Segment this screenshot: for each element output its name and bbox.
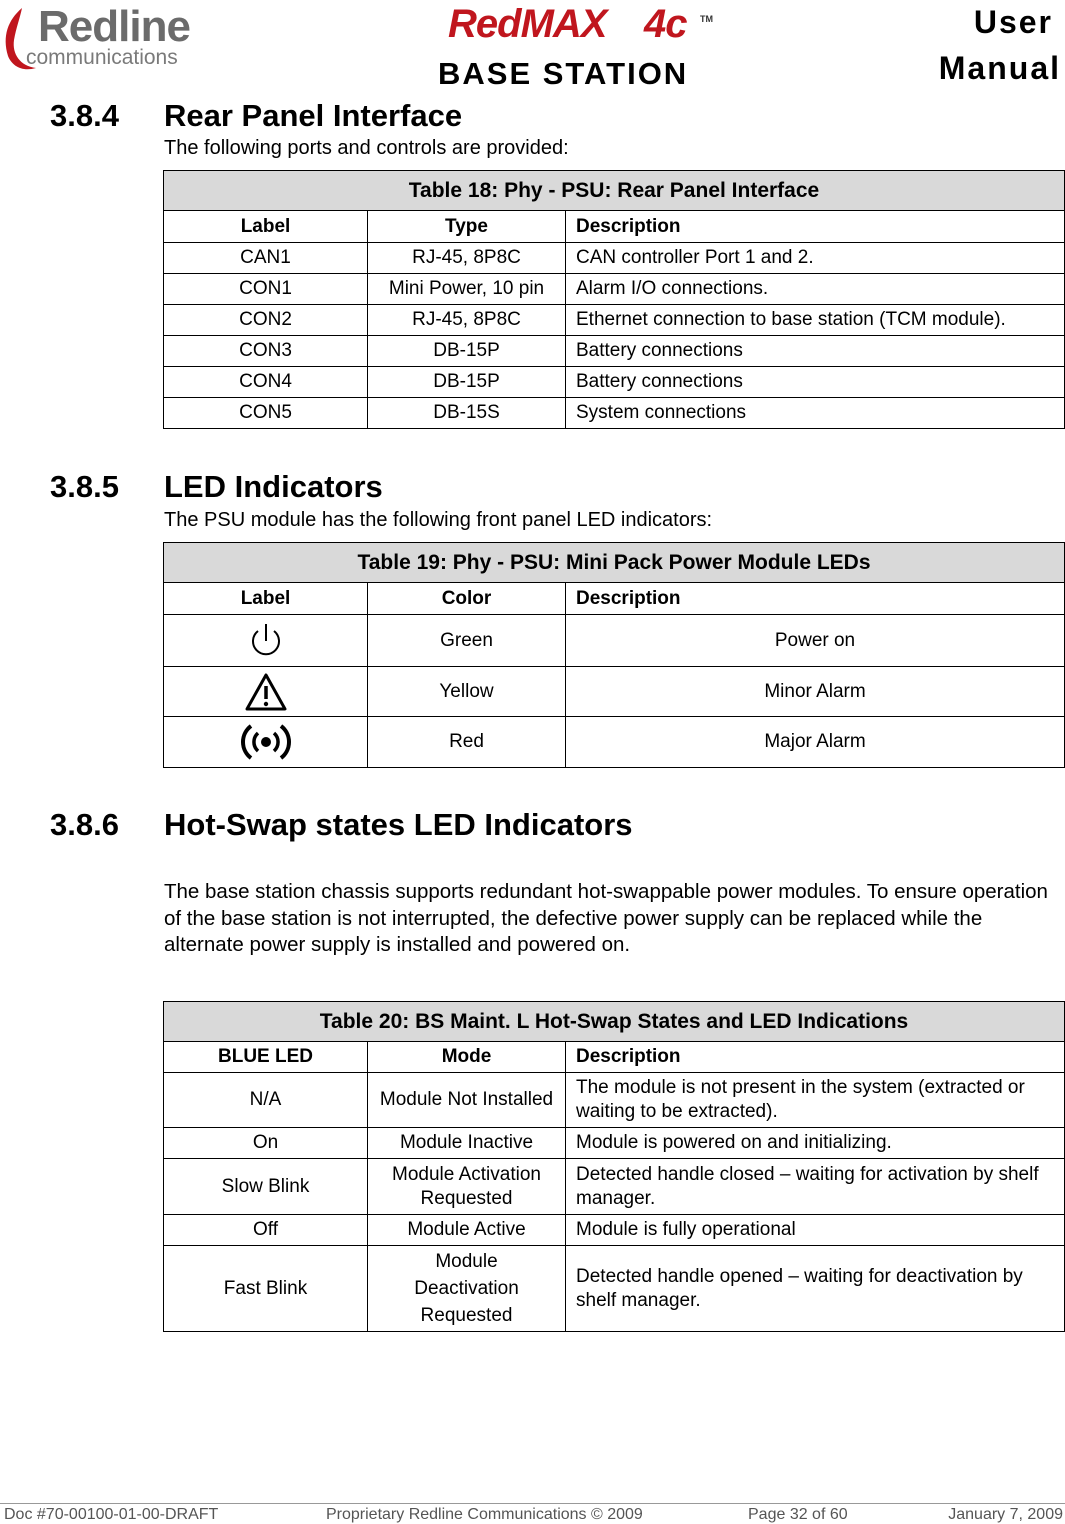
section-title-386: Hot-Swap states LED Indicators xyxy=(164,807,633,842)
table-row xyxy=(164,367,1065,398)
column-header: Description xyxy=(566,211,1065,243)
alarm-broadcast-icon xyxy=(239,720,293,764)
section-title-384: Rear Panel Interface xyxy=(164,98,463,133)
cell-blue-led: Off xyxy=(164,1215,368,1246)
doc-type-line1: User xyxy=(973,4,1053,40)
cell-label: CON4 xyxy=(164,367,368,398)
column-header: BLUE LED xyxy=(164,1042,368,1073)
cell-label: CON5 xyxy=(164,398,368,429)
cell-description: Battery connections xyxy=(566,367,1065,398)
cell-label: CAN1 xyxy=(164,243,368,274)
power-icon xyxy=(248,621,284,661)
cell-type: RJ-45, 8P8C xyxy=(368,305,566,336)
redline-logo xyxy=(2,2,217,74)
brand-subtitle: communications xyxy=(26,46,178,69)
cell-mode: Module Inactive xyxy=(368,1128,566,1159)
section-number-385: 3.8.5 xyxy=(50,469,119,504)
cell-blue-led: N/A xyxy=(164,1073,368,1128)
trademark-mark: TM xyxy=(700,14,713,24)
product-version: 4c xyxy=(644,2,687,46)
cell-description: Ethernet connection to base station (TCM module). xyxy=(566,305,1065,336)
table-caption: Table 20: BS Maint. L Hot-Swap States and LED Indications xyxy=(164,1002,1065,1042)
cell-mode: Module Not Installed xyxy=(368,1073,566,1128)
cell-color: Red xyxy=(368,717,566,768)
footer-date: January 7, 2009 xyxy=(948,1506,1063,1523)
cell-type: DB-15S xyxy=(368,398,566,429)
section-title-385: LED Indicators xyxy=(164,469,383,504)
column-header: Mode xyxy=(368,1042,566,1073)
cell-description: Alarm I/O connections. xyxy=(566,274,1065,305)
section-body-386: The base station chassis supports redundant hot-swappable power modules. To ensure operation of the base station is not interrupted, the defective power supply can be replaced while the alternate power supply is installed and powered on. xyxy=(164,880,1048,956)
cell-label xyxy=(164,615,368,667)
table-row xyxy=(164,398,1065,429)
product-logo xyxy=(448,2,718,52)
table-row xyxy=(164,274,1065,305)
cell-description: The module is not present in the system (extracted or waiting to be extracted). xyxy=(566,1073,1065,1128)
column-header: Label xyxy=(164,211,368,243)
cell-label xyxy=(164,717,368,768)
cell-description: Module is powered on and initializing. xyxy=(566,1128,1065,1159)
cell-mode: Module Deactivation Requested xyxy=(368,1246,566,1332)
cell-type: DB-15P xyxy=(368,336,566,367)
cell-color: Green xyxy=(368,615,566,667)
cell-type: DB-15P xyxy=(368,367,566,398)
column-header: Label xyxy=(164,583,368,615)
cell-type: Mini Power, 10 pin xyxy=(368,274,566,305)
column-header: Color xyxy=(368,583,566,615)
table-row xyxy=(164,305,1065,336)
table-caption: Table 19: Phy - PSU: Mini Pack Power Module LEDs xyxy=(164,543,1065,583)
table-row xyxy=(164,1159,1065,1215)
column-header: Type xyxy=(368,211,566,243)
brand-name: Redline xyxy=(38,2,190,51)
product-name: RedMAX xyxy=(448,2,607,46)
footer-doc-number: Doc #70-00100-01-00-DRAFT xyxy=(4,1506,219,1523)
table-row xyxy=(164,1246,1065,1332)
cell-description: Detected handle closed – waiting for activation by shelf manager. xyxy=(566,1159,1065,1215)
table-row xyxy=(164,717,1065,768)
section-intro-384: The following ports and controls are provided: xyxy=(164,137,569,159)
table-rear-panel-interface xyxy=(163,170,1065,429)
footer-divider xyxy=(0,1503,1065,1504)
table-row xyxy=(164,1215,1065,1246)
cell-description: Power on xyxy=(566,615,1065,667)
cell-description: Module is fully operational xyxy=(566,1215,1065,1246)
footer-copyright: Proprietary Redline Communications © 2009 xyxy=(326,1506,643,1523)
cell-mode: Module Activation Requested xyxy=(368,1159,566,1215)
footer-page-number: Page 32 of 60 xyxy=(748,1506,848,1523)
section-number-384: 3.8.4 xyxy=(50,98,119,133)
cell-description: Major Alarm xyxy=(566,717,1065,768)
cell-description: Minor Alarm xyxy=(566,667,1065,717)
section-intro-385: The PSU module has the following front panel LED indicators: xyxy=(164,509,713,531)
table-caption: Table 18: Phy - PSU: Rear Panel Interface xyxy=(164,171,1065,211)
doc-type-line2: Manual xyxy=(938,50,1061,86)
cell-description: System connections xyxy=(566,398,1065,429)
cell-type: RJ-45, 8P8C xyxy=(368,243,566,274)
section-number-386: 3.8.6 xyxy=(50,807,119,842)
warning-triangle-icon xyxy=(244,672,288,712)
cell-label: CON3 xyxy=(164,336,368,367)
cell-mode: Module Active xyxy=(368,1215,566,1246)
table-led-indicators xyxy=(163,542,1065,768)
cell-description: Battery connections xyxy=(566,336,1065,367)
cell-label xyxy=(164,667,368,717)
cell-label: CON1 xyxy=(164,274,368,305)
table-hot-swap-states xyxy=(163,1001,1065,1332)
table-row xyxy=(164,243,1065,274)
column-header: Description xyxy=(566,1042,1065,1073)
table-row xyxy=(164,336,1065,367)
column-header: Description xyxy=(566,583,1065,615)
table-row xyxy=(164,1073,1065,1128)
cell-label: CON2 xyxy=(164,305,368,336)
table-row xyxy=(164,667,1065,717)
cell-description: CAN controller Port 1 and 2. xyxy=(566,243,1065,274)
cell-blue-led: On xyxy=(164,1128,368,1159)
table-row xyxy=(164,1128,1065,1159)
cell-description: Detected handle opened – waiting for deactivation by shelf manager. xyxy=(566,1246,1065,1332)
cell-blue-led: Slow Blink xyxy=(164,1159,368,1215)
product-subtitle: BASE STATION xyxy=(438,56,689,91)
cell-color: Yellow xyxy=(368,667,566,717)
table-row xyxy=(164,615,1065,667)
cell-blue-led: Fast Blink xyxy=(164,1246,368,1332)
